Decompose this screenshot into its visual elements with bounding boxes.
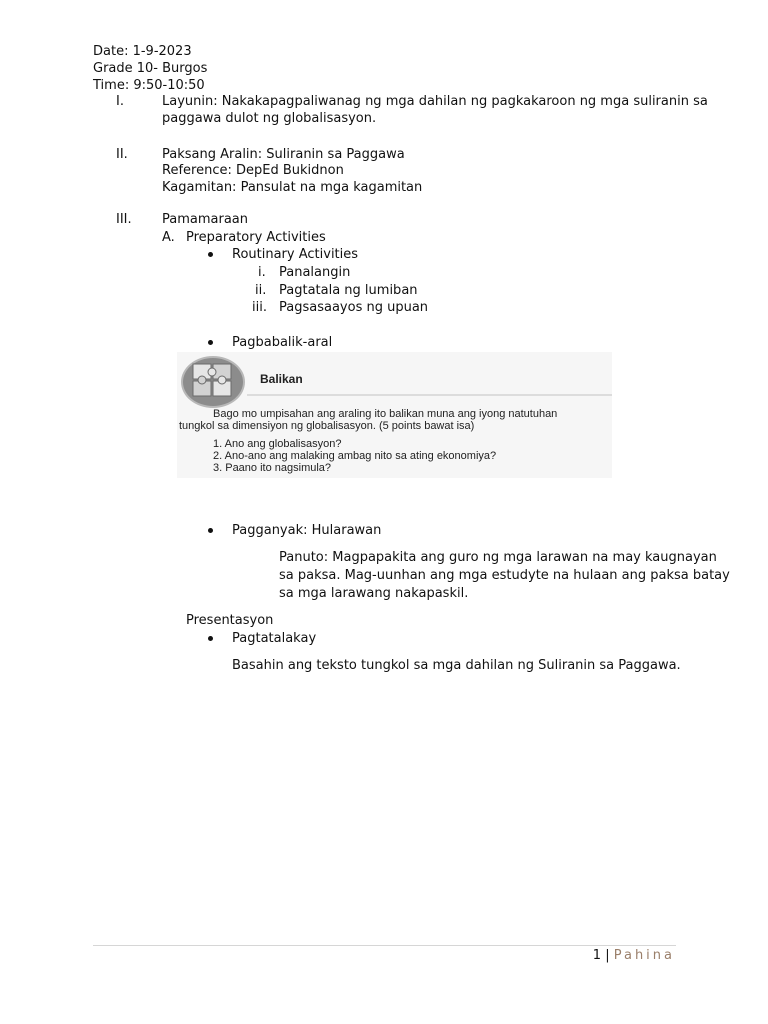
panuto-line-2: sa paksa. Mag-uunhan ang mga estudyte na hulaan ang paksa batay xyxy=(279,568,730,583)
balikan-question-1: 1. Ano ang globalisasyon? xyxy=(213,438,342,450)
balikan-divider xyxy=(247,394,612,396)
balikan-image xyxy=(177,352,612,478)
panuto-line-1: Panuto: Magpapakita ang guro ng mga larawan na may kaugnayan xyxy=(279,550,717,565)
page-number: 1 xyxy=(592,948,602,963)
bullet-pagbabalik xyxy=(208,340,213,345)
kagamitan-line: Kagamitan: Pansulat na mga kagamitan xyxy=(162,180,423,195)
paksang-aralin-line: Paksang Aralin: Suliranin sa Paggawa xyxy=(162,147,405,162)
sub-item-3-label: Pagsasaayos ng upuan xyxy=(279,300,429,315)
date-line: Date: 1-9-2023 xyxy=(93,44,192,59)
bullet-routinary xyxy=(208,252,213,257)
balikan-title: Balikan xyxy=(260,372,303,386)
time-line: Time: 9:50-10:50 xyxy=(93,78,205,93)
puzzle-icon xyxy=(181,356,245,408)
section-three-number: III. xyxy=(116,212,132,227)
section-two-number: II. xyxy=(116,147,128,162)
page-separator: | xyxy=(605,948,610,963)
balikan-intro-line-2: tungkol sa dimensiyon ng globalisasyon. (5 points bawat isa) xyxy=(179,420,475,432)
layunin-line-2: paggawa dulot ng globalisasyon. xyxy=(162,111,377,126)
sub-item-1-label: Panalangin xyxy=(279,265,351,280)
footer-divider xyxy=(93,945,676,946)
reference-line: Reference: DepEd Bukidnon xyxy=(162,163,344,178)
sub-item-2-label: Pagtatala ng lumiban xyxy=(279,283,418,298)
routinary-activities-label: Routinary Activities xyxy=(232,247,359,262)
layunin-line-1: Layunin: Nakakapagpaliwanag ng mga dahilan ng pagkakaroon ng mga suliranin sa xyxy=(162,94,708,109)
page-footer xyxy=(593,948,675,963)
panuto-line-3: sa mga larawang nakapaskil. xyxy=(279,586,469,601)
bullet-pagganyak xyxy=(208,528,213,533)
bullet-pagtatalakay xyxy=(208,636,213,641)
item-a-number: A. xyxy=(162,230,175,245)
section-one-number: I. xyxy=(116,94,124,109)
grade-line: Grade 10- Burgos xyxy=(93,61,208,76)
sub-item-2-number: ii. xyxy=(255,283,267,298)
page-label: Pahina xyxy=(613,948,675,963)
pagganyak-label: Pagganyak: Hularawan xyxy=(232,523,382,538)
presentasyon-heading: Presentasyon xyxy=(186,613,274,628)
balikan-question-3: 3. Paano ito nagsimula? xyxy=(213,462,332,474)
pagbabalik-aral-label: Pagbabalik-aral xyxy=(232,335,333,350)
balikan-intro-line-1: Bago mo umpisahan ang araling ito balikan muna ang iyong natutuhan xyxy=(213,408,558,420)
sub-item-1-number: i. xyxy=(258,265,266,280)
balikan-question-2: 2. Ano-ano ang malaking ambag nito sa ating ekonomiya? xyxy=(213,450,497,462)
pamamaraan-heading: Pamamaraan xyxy=(162,212,248,227)
basahin-line: Basahin ang teksto tungkol sa mga dahilan ng Suliranin sa Paggawa. xyxy=(232,658,681,673)
preparatory-activities-label: Preparatory Activities xyxy=(186,230,326,245)
pagtatalakay-label: Pagtatalakay xyxy=(232,631,317,646)
sub-item-3-number: iii. xyxy=(252,300,267,315)
